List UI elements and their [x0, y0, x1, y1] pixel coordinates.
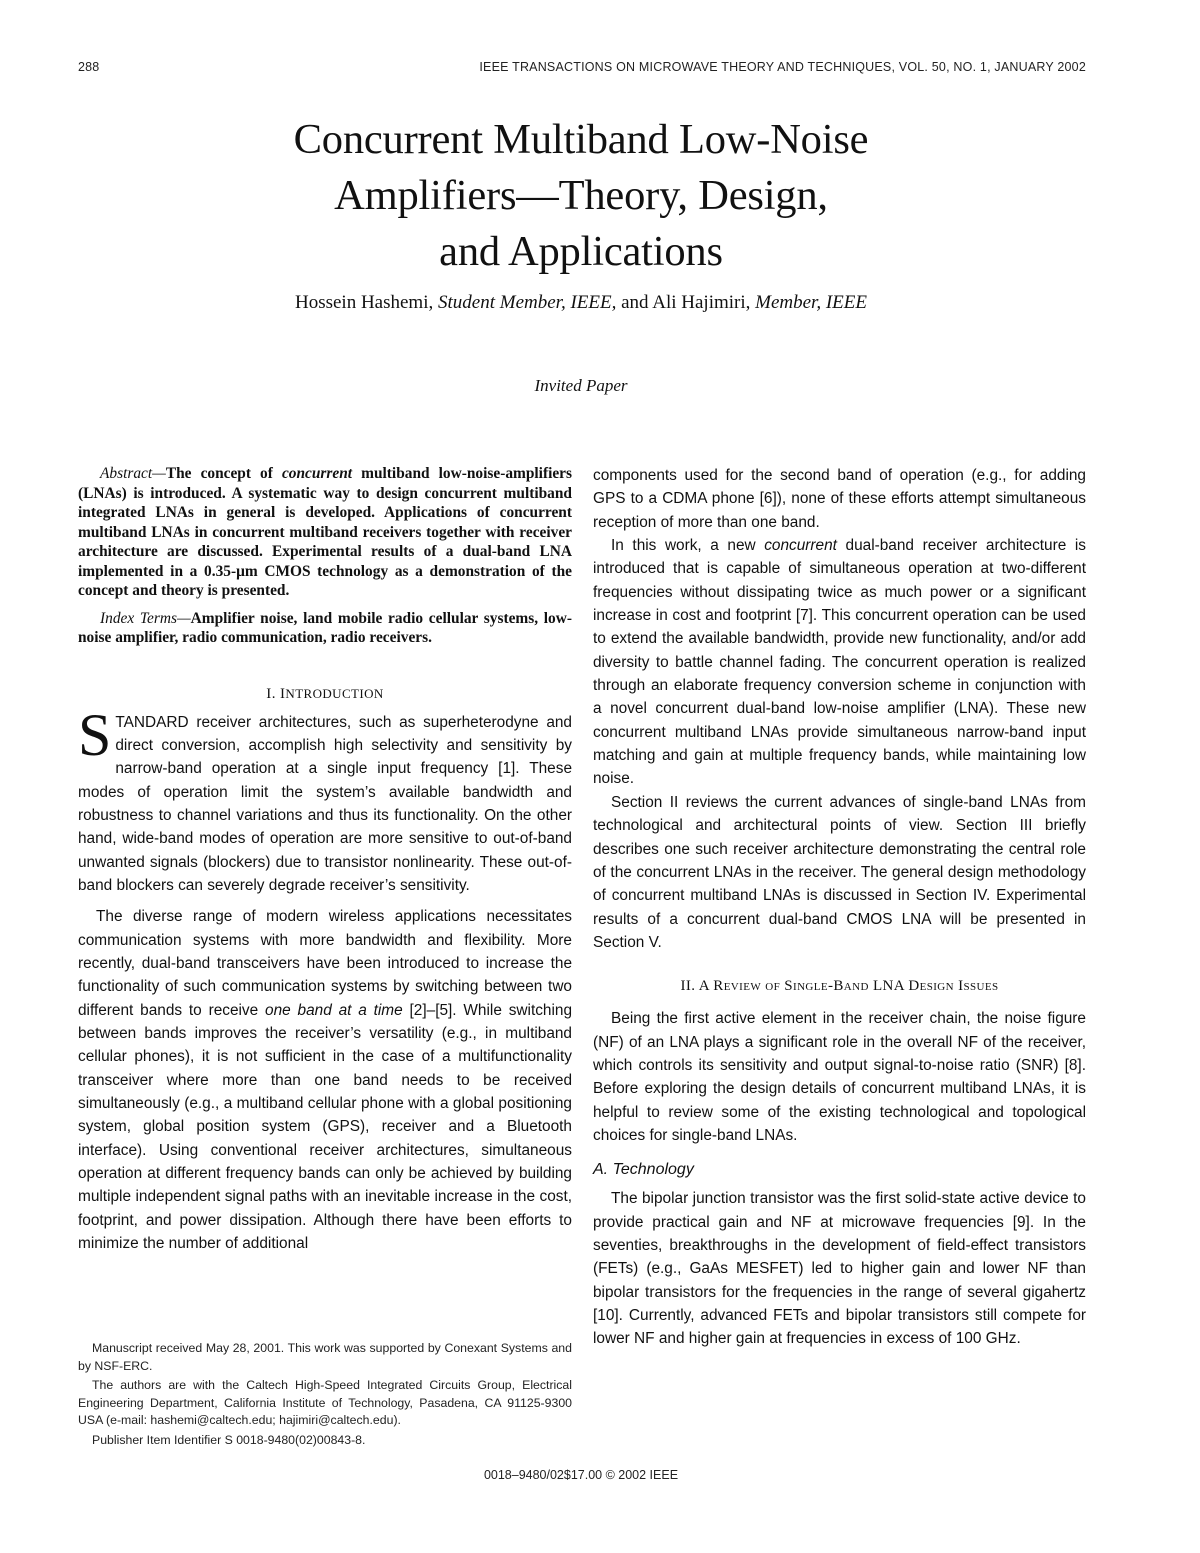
section-1-paragraph-3	[593, 534, 1086, 791]
abstract-text-b: multiband low-noise-amplifiers (LNAs) is introduced. A systematic way to design concurrent multiband integrated LNAs in general is developed. Applications of concurrent multiband LNAs in concurrent multiband receivers together with receiver architecture are discussed. Experimental results of a dual-band LNA implemented in a 0.35-μm CMOS technology as a demonstration of the concept and theory is presented.	[78, 465, 573, 599]
left-column	[78, 464, 572, 1255]
subsection-a-heading: A. Technology	[593, 1161, 694, 1179]
section-1-paragraph-2	[78, 905, 572, 1255]
abstract	[78, 464, 572, 601]
section-2-paragraph-2: The bipolar junction transistor was the first solid-state active device to provide practical gain and NF at microwave frequencies [9]. In the seventies, breakthroughs in the development of field-effect transistors (FETs) (e.g., GaAs MESFET) led to higher gain and lower NF than bipolar transistors for the frequencies in the range of several gigahertz [10]. Currently, advanced FETs and bipolar transistors still compete for lower NF and higher gain at frequencies in excess of 100 GHz.	[593, 1190, 1086, 1348]
paper-type: Invited Paper	[534, 376, 628, 395]
section-1-p2-emphasis: one band at a time	[265, 1001, 403, 1019]
paper-title	[0, 112, 1162, 280]
footnote-affiliation: The authors are with the Caltech High-Speed Integrated Circuits Group, Electrical Engineering Department, California Institute of Technology, Pasadena, CA 91125-9300 USA (e-mail: hashemi@caltech.edu; hajimiri@caltech.edu).	[78, 1378, 572, 1427]
section-2-heading	[593, 978, 1086, 995]
section-1-p1-text: TANDARD receiver architectures, such as superheterodyne and direct conversion, accomplish high selectivity and sensitivity by narrow-band operation at a single input frequency [1]. These modes of operation limit the system’s available bandwidth and robustness to channel variations and thus its functionality. On the other hand, wide-band modes of operation are more sensitive to out-of-band unwanted signals (blockers) due to transistor nonlinearity. These out-of-band blockers can severely degrade receiver’s sensitivity.	[78, 713, 572, 894]
running-head	[78, 60, 1086, 82]
section-1-number: I.	[266, 685, 280, 702]
index-terms	[78, 609, 572, 648]
section-2-title: II. A Review of Single-Band LNA Design Issues	[680, 978, 999, 995]
section-1-p2-text-a: The diverse range of modern wireless applications necessitates communication systems with more bandwidth and flexibility. More recently, dual-band transceivers have been introduced to increase the functionality of such communication systems by switching between two different bands to receive	[78, 908, 572, 1019]
author-conjunction: and	[621, 292, 649, 313]
author-1-name: Hossein Hashemi,	[294, 292, 434, 313]
section-1-title-rest: NTRODUCTION	[285, 685, 384, 701]
section-1-paragraph-2-continued: components used for the second band of operation (e.g., for adding GPS to a CDMA phone [6]), none of these efforts attempt simultaneous reception of more than one band.	[593, 467, 1086, 531]
title-line-3: and Applications	[439, 228, 723, 275]
section-1-p2-text-b: [2]–[5]. While switching between bands improves the receiver’s versatility (e.g., in multiband cellular phones), it is not sufficient in the case of a multifunctionality transceiver where more than one band needs to be received simultaneously (e.g., a multiband cellular phone with a global positioning system, global position system (GPS), receiver and a Bluetooth interface). Using conventional receiver architectures, simultaneous operation at different frequency bands can only be achieved by building multiple independent signal paths with an inevitable increase in the cost, footprint, and power dissipation. Although there have been efforts to minimize the number of additional	[78, 1001, 573, 1253]
journal-citation: IEEE TRANSACTIONS ON MICROWAVE THEORY AND TECHNIQUES, VOL. 50, NO. 1, JANUARY 2002	[479, 60, 1086, 74]
abstract-label: Abstract—	[100, 465, 166, 482]
footnote-publisher-id: Publisher Item Identifier S 0018-9480(02)00843-8.	[92, 1432, 366, 1447]
section-1-paragraph-4: Section II reviews the current advances of single-band LNAs from technological and architectural points of view. Section III briefly describes one such receiver architecture demonstrating the central role of the concurrent LNAs in the receiver. The general design methodology of concurrent multiband LNAs is discussed in Section IV. Experimental results of a concurrent dual-band CMOS LNA will be presented in Section V.	[593, 793, 1086, 951]
footnotes	[78, 1340, 572, 1451]
section-1-p3-text-a: In this work, a new	[611, 537, 765, 555]
title-line-1: Concurrent Multiband Low-Noise	[293, 116, 869, 163]
section-1-paragraph-1	[78, 701, 572, 898]
section-1-p3-text-b: dual-band receiver architecture is introduced that is capable of simultaneous operation at two-different frequencies without dissipating twice as much power or a significant increase in cost and footprint [7]. This concurrent operation can be used to extend the available bandwidth, provide new functionality, and/or add diversity to battle channel fading. The concurrent operation is realized through an elaborate frequency conversion scheme in conjunction with a novel concurrent dual-band low-noise amplifier (LNA). These new concurrent multiband LNAs provide simultaneous narrow-band input matching and gain at multiple frequency bands, while maintaining low noise.	[593, 537, 1086, 788]
index-terms-text: Amplifier noise, land mobile radio cellular systems, low-noise amplifier, radio communication, radio receivers.	[78, 609, 572, 646]
page-number: 288	[78, 60, 100, 74]
author-2-role: Member, IEEE	[755, 292, 867, 313]
title-line-2: Amplifiers—Theory, Design,	[334, 172, 828, 219]
index-terms-label: Index Terms—	[100, 609, 191, 627]
author-1-role: Student Member, IEEE,	[438, 292, 617, 313]
author-2-name: Ali Hajimiri,	[652, 292, 751, 313]
footnote-manuscript: Manuscript received May 28, 2001. This work was supported by Conexant Systems and by NSF-ERC.	[78, 1341, 572, 1373]
right-column	[593, 464, 1086, 1351]
section-2-paragraph-1: Being the first active element in the receiver chain, the noise figure (NF) of an LNA plays a significant role in the overall NF of the receiver, which controls its sensitivity and output signal-to-noise ratio (SNR) [8]. Before exploring the design details of concurrent multiband LNAs, it is helpful to review some of the existing technological and topological choices for single-band LNAs.	[593, 1010, 1086, 1144]
abstract-text-a: The concept of	[165, 465, 282, 482]
abstract-emphasis: concurrent	[281, 465, 353, 482]
section-1-p3-emphasis: concurrent	[764, 537, 837, 555]
author-line	[0, 290, 1162, 316]
section-1-title-initial: I	[280, 685, 286, 702]
copyright-line: 0018–9480/02$17.00 © 2002 IEEE	[483, 1468, 679, 1482]
drop-cap: S	[78, 701, 112, 768]
section-1-heading	[78, 686, 572, 703]
